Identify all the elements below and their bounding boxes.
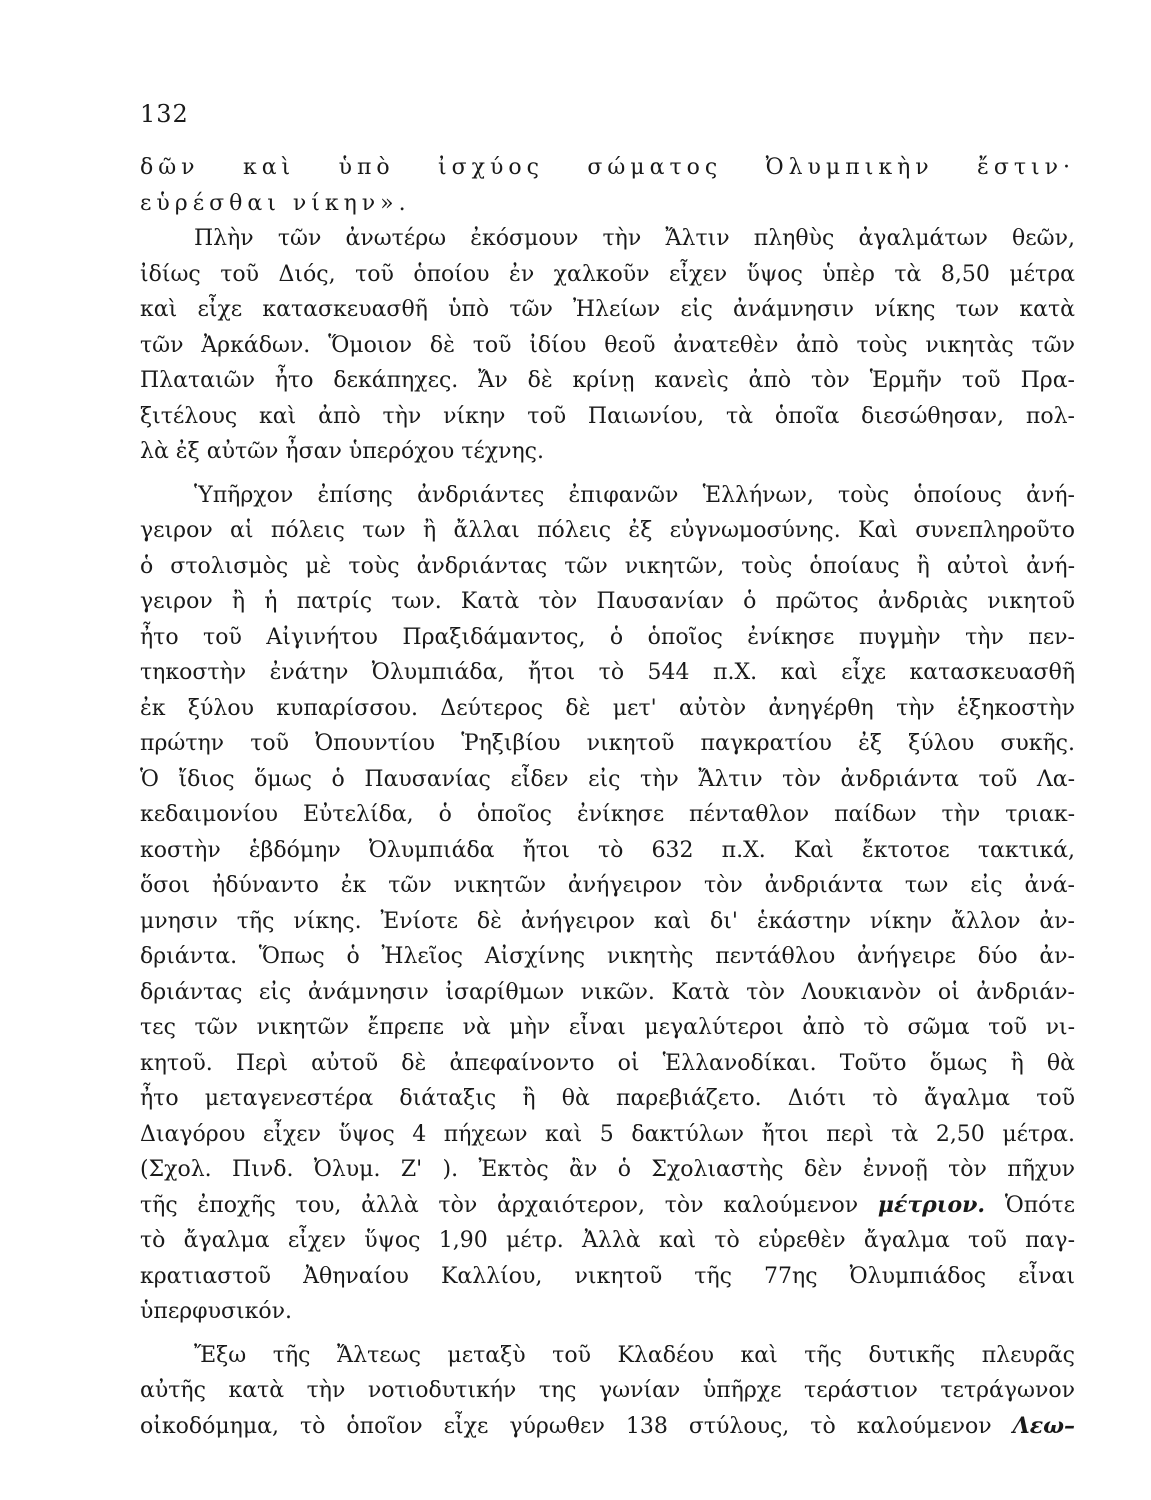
text-line: ἰδίως τοῦ Διός, τοῦ ὁποίου ἐν χαλκοῦν εἶχεν ὕψος ὑπὲρ τὰ 8,50 μέτρα xyxy=(140,261,1075,287)
text-line: Ὁ ἴδιος ὅμως ὁ Παυσανίας εἶδεν εἰς τὴν Ἄλτιν τὸν ἀνδριάντα τοῦ Λα- xyxy=(140,766,1075,792)
emphasized-term: Λεω– xyxy=(1012,1412,1075,1439)
body-text xyxy=(140,150,1075,1444)
text-segment: οἰκοδόμημα, τὸ ὁποῖον εἶχε γύρωθεν 138 στύλους, τὸ καλούμενον xyxy=(140,1413,992,1439)
text-line: εὑρέσθαι νίκην». xyxy=(140,190,411,216)
text-line: Ἔξω τῆς Ἄλτεως μεταξὺ τοῦ Κλαδέου καὶ τῆς δυτικῆς πλευρᾶς xyxy=(194,1342,1075,1368)
text-line: (Σχολ. Πινδ. Ὀλυμ. Ζ' ). Ἐκτὸς ἂν ὁ Σχολιαστὴς δὲν ἐννοῇ τὸν πῆχυν xyxy=(140,1157,1075,1182)
text-line: κητοῦ. Περὶ αὐτοῦ δὲ ἀπεφαίνοντο οἱ Ἑλλανοδίκαι. Τοῦτο ὅμως ἢ θὰ xyxy=(140,1050,1075,1076)
text-line: ὁ στολισμὸς μὲ τοὺς ἀνδριάντας τῶν νικητῶν, τοὺς ὁποίαυς ἢ αὐτοὶ ἀνή- xyxy=(140,553,1075,579)
text-line: Πλαταιῶν ἦτο δεκάπηχες. Ἄν δὲ κρίνῃ κανεὶς ἀπὸ τὸν Ἑρμῆν τοῦ Πρα- xyxy=(140,368,1075,393)
text-line: δῶν καὶ ὑπὸ ἰσχύος σώματος Ὀλυμπικὴν ἔστιν· xyxy=(140,155,1075,180)
text-line: ἦτο τοῦ Αἰγινήτου Πραξιδάμαντος, ὁ ὁποῖος ἐνίκησε πυγμὴν τὴν πεν- xyxy=(140,624,1075,650)
text-segment: Ὁπότε xyxy=(1004,1192,1075,1218)
text-line: μνησιν τῆς νίκης. Ἐνίοτε δὲ ἀνήγειρον καὶ δι' ἑκάστην νίκην ἄλλον ἀν- xyxy=(140,908,1075,934)
text-line: τῶν Ἀρκάδων. Ὅμοιον δὲ τοῦ ἰδίου θεοῦ ἀνατεθὲν ἀπὸ τοὺς νικητὰς τῶν xyxy=(140,332,1075,358)
emphasized-term: μέτριον. xyxy=(877,1191,986,1218)
text-line: ὑπερφυσικόν. xyxy=(140,1299,292,1324)
text-line: Ὑπῆρχον ἐπίσης ἀνδριάντες ἐπιφανῶν Ἑλλήνων, τοὺς ὁποίους ἀνή- xyxy=(194,482,1075,508)
text-line: τὸ ἄγαλμα εἶχεν ὕψος 1,90 μέτρ. Ἀλλὰ καὶ τὸ εὑρεθὲν ἄγαλμα τοῦ παγ- xyxy=(140,1228,1075,1253)
text-line xyxy=(140,1409,1075,1445)
text-line: ὅσοι ἠδύναντο ἐκ τῶν νικητῶν ἀνήγειρον τὸν ἀνδριάντα των εἰς ἀνά- xyxy=(140,873,1075,898)
text-line: κοστὴν ἑβδόμην Ὀλυμπιάδα ἤτοι τὸ 632 π.Χ. Καὶ ἔκτοτοε τακτικά, xyxy=(140,837,1075,863)
text-line: δριάντας εἰς ἀνάμνησιν ἰσαρίθμων νικῶν. Κατὰ τὸν Λουκιανὸν οἱ ἀνδριάν- xyxy=(140,979,1075,1005)
text-line: κεδαιμονίου Εὐτελίδα, ὁ ὁποῖος ἐνίκησε πένταθλον παίδων τὴν τριακ- xyxy=(140,802,1075,827)
text-line: γειρον ἢ ἡ πατρίς των. Κατὰ τὸν Παυσανίαν ὁ πρῶτος ἀνδριὰς νικητοῦ xyxy=(140,589,1075,614)
text-line: τηκοστὴν ἐνάτην Ὀλυμπιάδα, ἤτοι τὸ 544 π.Χ. καὶ εἶχε κατασκευασθῆ xyxy=(140,660,1075,685)
text-line: ἦτο μεταγενεστέρα διάταξις ἢ θὰ παρεβιάζετο. Διότι τὸ ἄγαλμα τοῦ xyxy=(140,1086,1075,1111)
text-line: ξιτέλους καὶ ἀπὸ τὴν νίκην τοῦ Παιωνίου, τὰ ὁποῖα διεσώθησαν, πολ- xyxy=(140,403,1075,429)
paragraph-gap xyxy=(140,470,1075,478)
text-segment: τῆς ἐποχῆς του, ἀλλὰ τὸν ἀρχαιότερον, τὸν καλούμενον xyxy=(140,1192,859,1218)
text-line: κρατιαστοῦ Ἀθηναίου Καλλίου, νικητοῦ τῆς 77ης Ὀλυμπιάδος εἶναι xyxy=(140,1263,1075,1289)
text-line: πρώτην τοῦ Ὀπουντίου Ῥηξιβίου νικητοῦ παγκρατίου ἐξ ξύλου συκῆς. xyxy=(140,731,1075,756)
paragraph-gap xyxy=(140,1330,1075,1338)
text-line: λὰ ἐξ αὐτῶν ἦσαν ὑπερόχου τέχνης. xyxy=(140,439,544,464)
text-line: Διαγόρου εἶχεν ὕψος 4 πήχεων καὶ 5 δακτύλων ἤτοι περὶ τὰ 2,50 μέτρα. xyxy=(140,1121,1075,1147)
text-line: καὶ εἶχε κατασκευασθῆ ὑπὸ τῶν Ἠλείων εἰς ἀνάμνησιν νίκης των κατὰ xyxy=(140,297,1075,322)
text-line: αὐτῆς κατὰ τὴν νοτιοδυτικήν της γωνίαν ὑπῆρχε τεράστιον τετράγωνον xyxy=(140,1378,1075,1403)
text-line: ἐκ ξύλου κυπαρίσσου. Δεύτερος δὲ μετ' αὐτὸν ἀνηγέρθη τὴν ἑξηκοστὴν xyxy=(140,695,1075,721)
text-line xyxy=(140,1188,1075,1224)
text-line: τες τῶν νικητῶν ἔπρεπε νὰ μὴν εἶναι μεγαλύτεροι ἀπὸ τὸ σῶμα τοῦ νι- xyxy=(140,1015,1075,1040)
text-line: δριάντα. Ὅπως ὁ Ἠλεῖος Αἰσχίνης νικητὴς πεντάθλου ἀνήγειρε δύο ἀν- xyxy=(140,944,1075,969)
text-line: Πλὴν τῶν ἀνωτέρω ἐκόσμουν τὴν Ἄλτιν πληθὺς ἀγαλμάτων θεῶν, xyxy=(194,226,1075,251)
page-number: 132 xyxy=(140,100,189,128)
text-line: γειρον αἱ πόλεις των ἢ ἄλλαι πόλεις ἐξ εὐγνωμοσύνης. Καὶ συνεπληροῦτο xyxy=(140,518,1075,543)
